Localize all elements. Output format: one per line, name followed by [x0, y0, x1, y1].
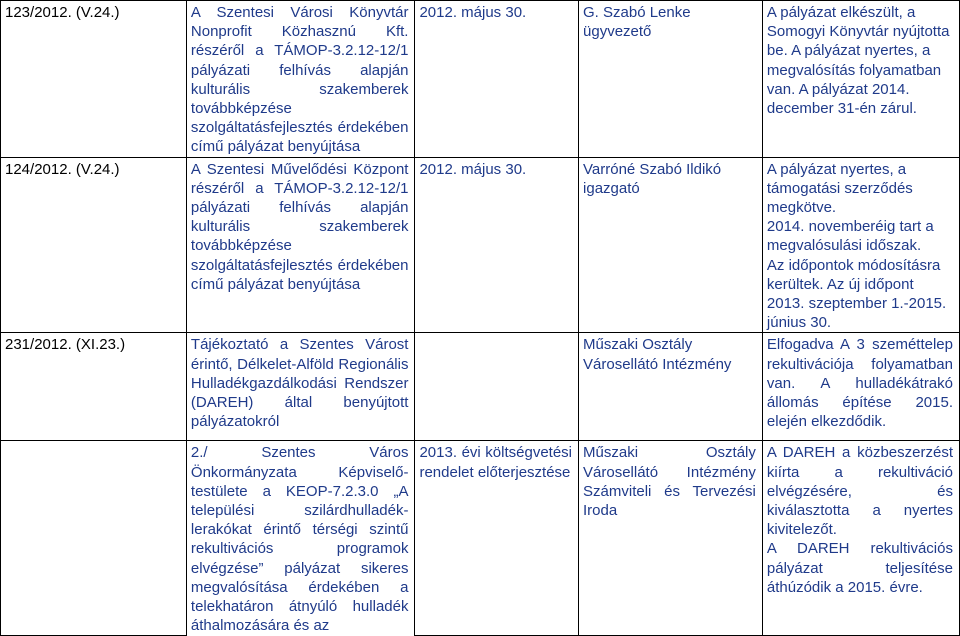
responsible: Műszaki Osztály Városellátó Intézmény Számviteli és Tervezési Iroda [579, 441, 763, 636]
report-line: A DAREH a közbeszerzést kiírta a rekultiváció elvégzésére, és kiválasztotta a nyertes kivitelezőt. [766, 444, 953, 539]
resolution-number: 124/2012. (V.24.) [1, 157, 187, 333]
responsible: Műszaki Osztály Városellátó Intézmény [579, 333, 763, 441]
report: A pályázat elkészült, a Somogyi Könyvtár nyújtotta be. A pályázat nyertes, a megvalósítás folyamatban van. A pályázat 2014. december 31-én zárul. [762, 1, 959, 158]
resolution-subject: Tájékoztató a Szentes Várost érintő, Délkelet-Alföld Regionális Hulladékgazdálkodási Rendszer (DAREH) által benyújtott pályázatokról [186, 333, 415, 441]
report-line: Az időpontok módosításra kerültek. Az új időpont 2013. szeptember 1.-2015. június 30. [766, 256, 947, 332]
resolution-number [1, 441, 187, 636]
table-row [1, 1, 960, 158]
resolution-subject: 2./ Szentes Város Önkormányzata Képviselő-testülete a KEOP-7.2.3.0 „A települési szilárdhulladék-lerakókat érintő térségi szintű rekultivációs programok elvégzése” pályázat sikeres megvalósítása érdekében a telekhatáron átnyúló hulladék áthalmozására és az [186, 441, 415, 636]
table-row [1, 157, 960, 333]
deadline [415, 333, 579, 441]
resolution-subject: A Szentesi Városi Könyvtár Nonprofit Közhasznú Kft. részéről a TÁMOP-3.2.12-12/1 pályázati felhívás alapján kulturális szakemberek továbbképzése szolgáltatásfejlesztés érdekében című pályázat benyújtása [186, 1, 415, 158]
deadline: 2013. évi költségvetési rendelet előterjesztése [415, 441, 579, 636]
table-row [1, 333, 960, 441]
responsible: Varróné Szabó Ildikó igazgató [579, 157, 763, 333]
deadline: 2012. május 30. [415, 157, 579, 333]
resolution-number: 123/2012. (V.24.) [1, 1, 187, 158]
report-line: A DAREH rekultivációs pályázat teljesítése áthúzódik a 2015. évre. [766, 540, 953, 596]
table-row [1, 441, 960, 636]
report: Elfogadva A 3 szeméttelep rekultivációja folyamatban van. A hulladékátrakó állomás építése 2015. elején elkezdődik. [762, 333, 959, 441]
responsible: G. Szabó Lenke ügyvezető [579, 1, 763, 158]
report [762, 157, 959, 333]
deadline: 2012. május 30. [415, 1, 579, 158]
resolution-subject: A Szentesi Művelődési Központ részéről a TÁMOP-3.2.12-12/1 pályázati felhívás alapján kulturális szakemberek továbbképzése szolgáltatásfejlesztés érdekében című pályázat benyújtása [186, 157, 415, 333]
resolution-number: 231/2012. (XI.23.) [1, 333, 187, 441]
report [762, 441, 959, 636]
report-line: 2014. novemberéig tart a megvalósulási időszak. [766, 218, 934, 255]
report-line: A pályázat nyertes, a támogatási szerződés megkötve. [766, 160, 913, 217]
